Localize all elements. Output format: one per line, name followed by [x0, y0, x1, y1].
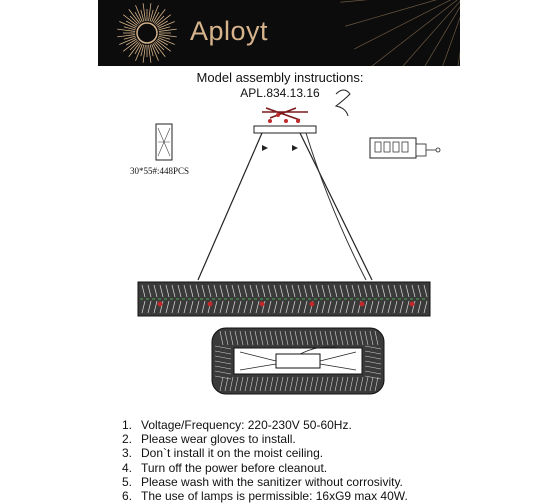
instruction-item: 1. Voltage/Frequency: 220-230V 50-60Hz. [122, 418, 352, 432]
instruction-item: 4. Turn off the power before cleanout. [122, 460, 328, 475]
canopy-icon [254, 90, 350, 151]
instruction-item: 6. The use of lamps is permissible: 16xG9 max 40W. [122, 489, 408, 504]
instruction-list [122, 418, 408, 503]
instruction-item: 3. Don`t install it on the moist ceiling. [122, 446, 324, 461]
model-number: APL.834.13.16 [240, 86, 320, 100]
terminal-block-icon [370, 138, 440, 158]
instruction-item: 2. Please wear gloves to install. [122, 432, 296, 447]
part-quantity-label: 30*55#:448PCS [130, 166, 190, 176]
chandelier-top-view [212, 328, 384, 394]
brand-logo: Aployt [190, 16, 269, 46]
document-title: Model assembly instructions: [196, 70, 364, 85]
crystal-part-icon [156, 124, 172, 160]
instruction-item: 5. Please wash with the sanitizer without corrosivity. [122, 474, 403, 489]
chandelier-side-view [138, 282, 430, 316]
